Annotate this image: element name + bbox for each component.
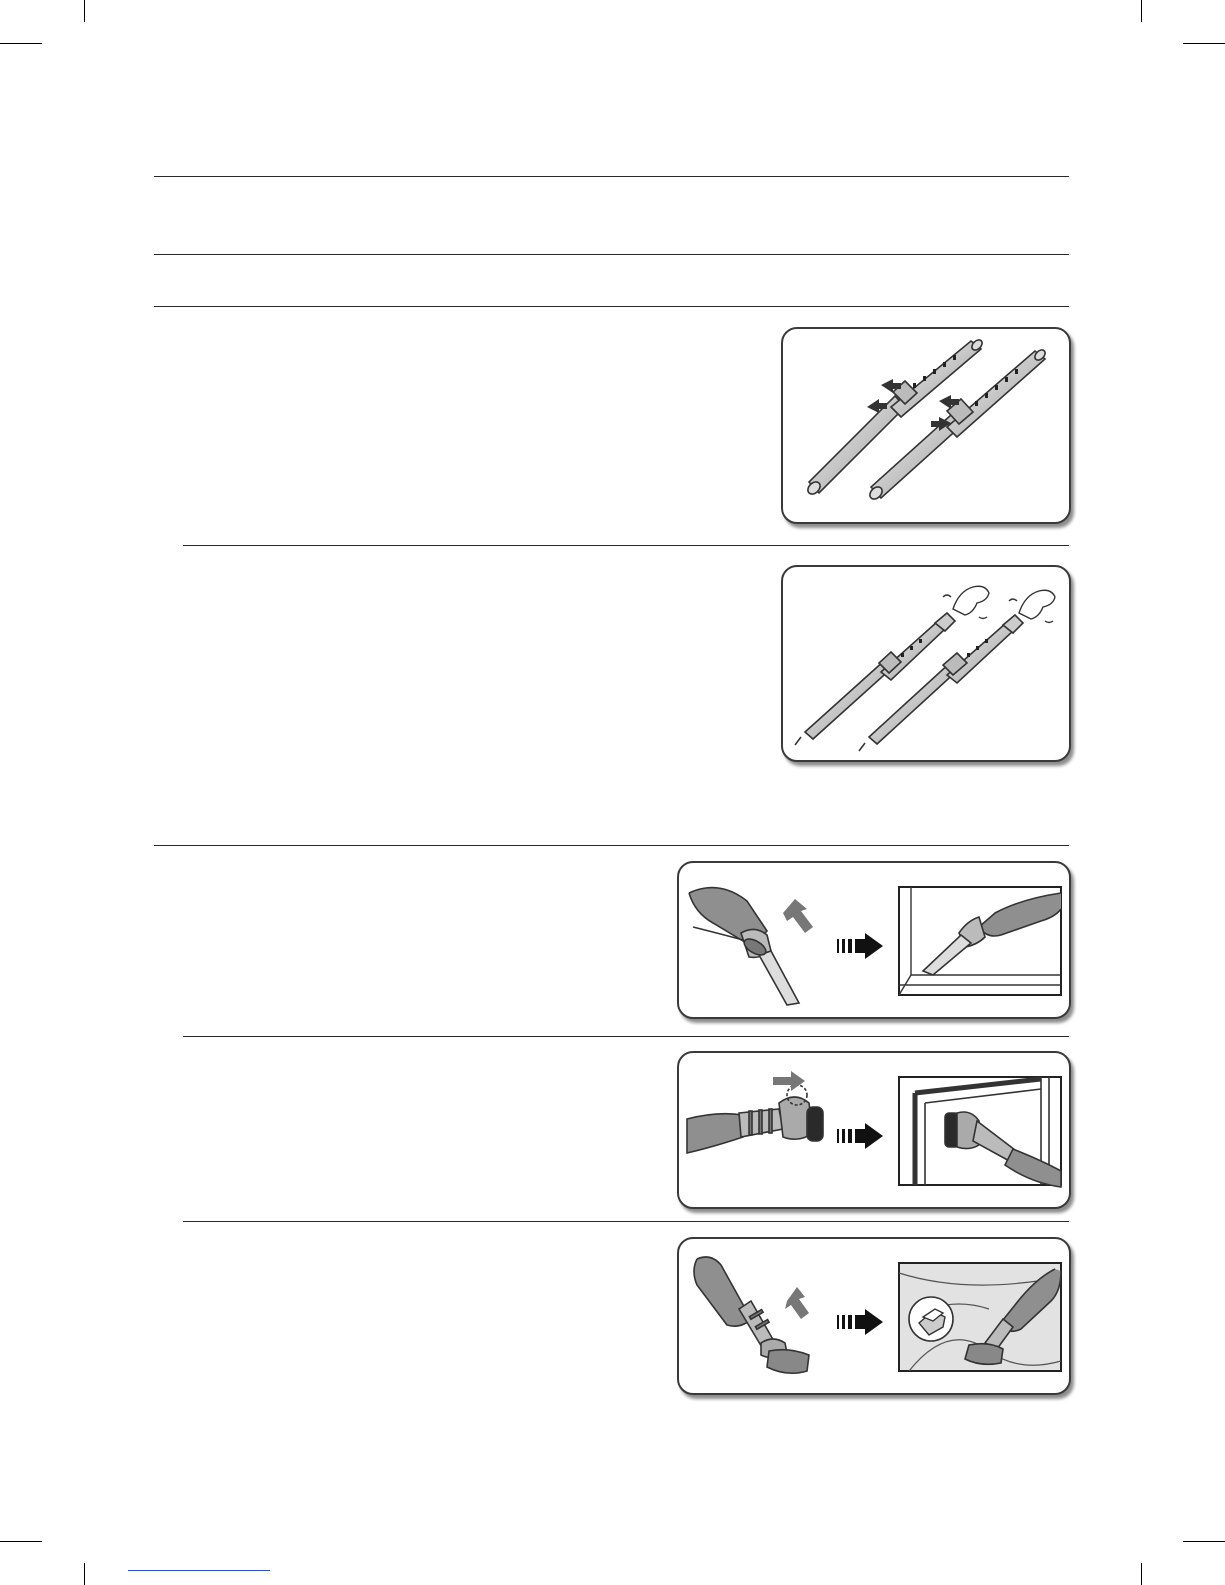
crop-mark-bottom-right-h bbox=[1183, 1541, 1225, 1542]
header-rule-top bbox=[154, 176, 1069, 177]
illustration-pipe-connect-panel bbox=[781, 565, 1071, 762]
crop-mark-top-right-h bbox=[1183, 43, 1225, 44]
illustration-upholstery-tool-panel bbox=[677, 1237, 1071, 1395]
crop-mark-top-left-h bbox=[0, 43, 42, 44]
crop-mark-top-right-v bbox=[1141, 0, 1142, 22]
illustration-dusting-brush-panel bbox=[677, 1051, 1071, 1209]
subsection-rule-brush bbox=[183, 1036, 1069, 1037]
header-rule-bottom bbox=[154, 254, 1069, 255]
illustration-pipe-adjust-panel bbox=[781, 327, 1071, 524]
arrow-up-icon bbox=[783, 899, 813, 933]
subsection-rule-upholstery bbox=[183, 1221, 1069, 1222]
crop-mark-bottom-right-v bbox=[1141, 1563, 1142, 1585]
arrow-up-left-icon bbox=[785, 1287, 809, 1319]
transition-arrow-icon bbox=[837, 1309, 883, 1335]
transition-arrow-icon bbox=[837, 1123, 883, 1149]
section-rule-accessories bbox=[154, 845, 1069, 846]
subsection-rule-pipe bbox=[183, 545, 1069, 546]
pipe-connect-hand-icon bbox=[783, 567, 1069, 760]
crop-mark-top-left-v bbox=[84, 0, 85, 22]
transition-arrow-icon bbox=[837, 933, 883, 959]
section-rule-pipe bbox=[154, 306, 1069, 307]
crevice-tool-icon bbox=[679, 863, 1069, 1017]
crop-mark-bottom-left-h bbox=[0, 1541, 42, 1542]
pipe-length-adjust-icon bbox=[783, 329, 1069, 522]
footer-link-underline[interactable] bbox=[128, 1570, 270, 1571]
dusting-brush-icon bbox=[679, 1053, 1069, 1207]
illustration-crevice-tool-panel bbox=[677, 861, 1071, 1019]
upholstery-tool-icon bbox=[679, 1239, 1069, 1393]
crop-mark-bottom-left-v bbox=[84, 1563, 85, 1585]
arrow-right-icon bbox=[773, 1071, 805, 1091]
